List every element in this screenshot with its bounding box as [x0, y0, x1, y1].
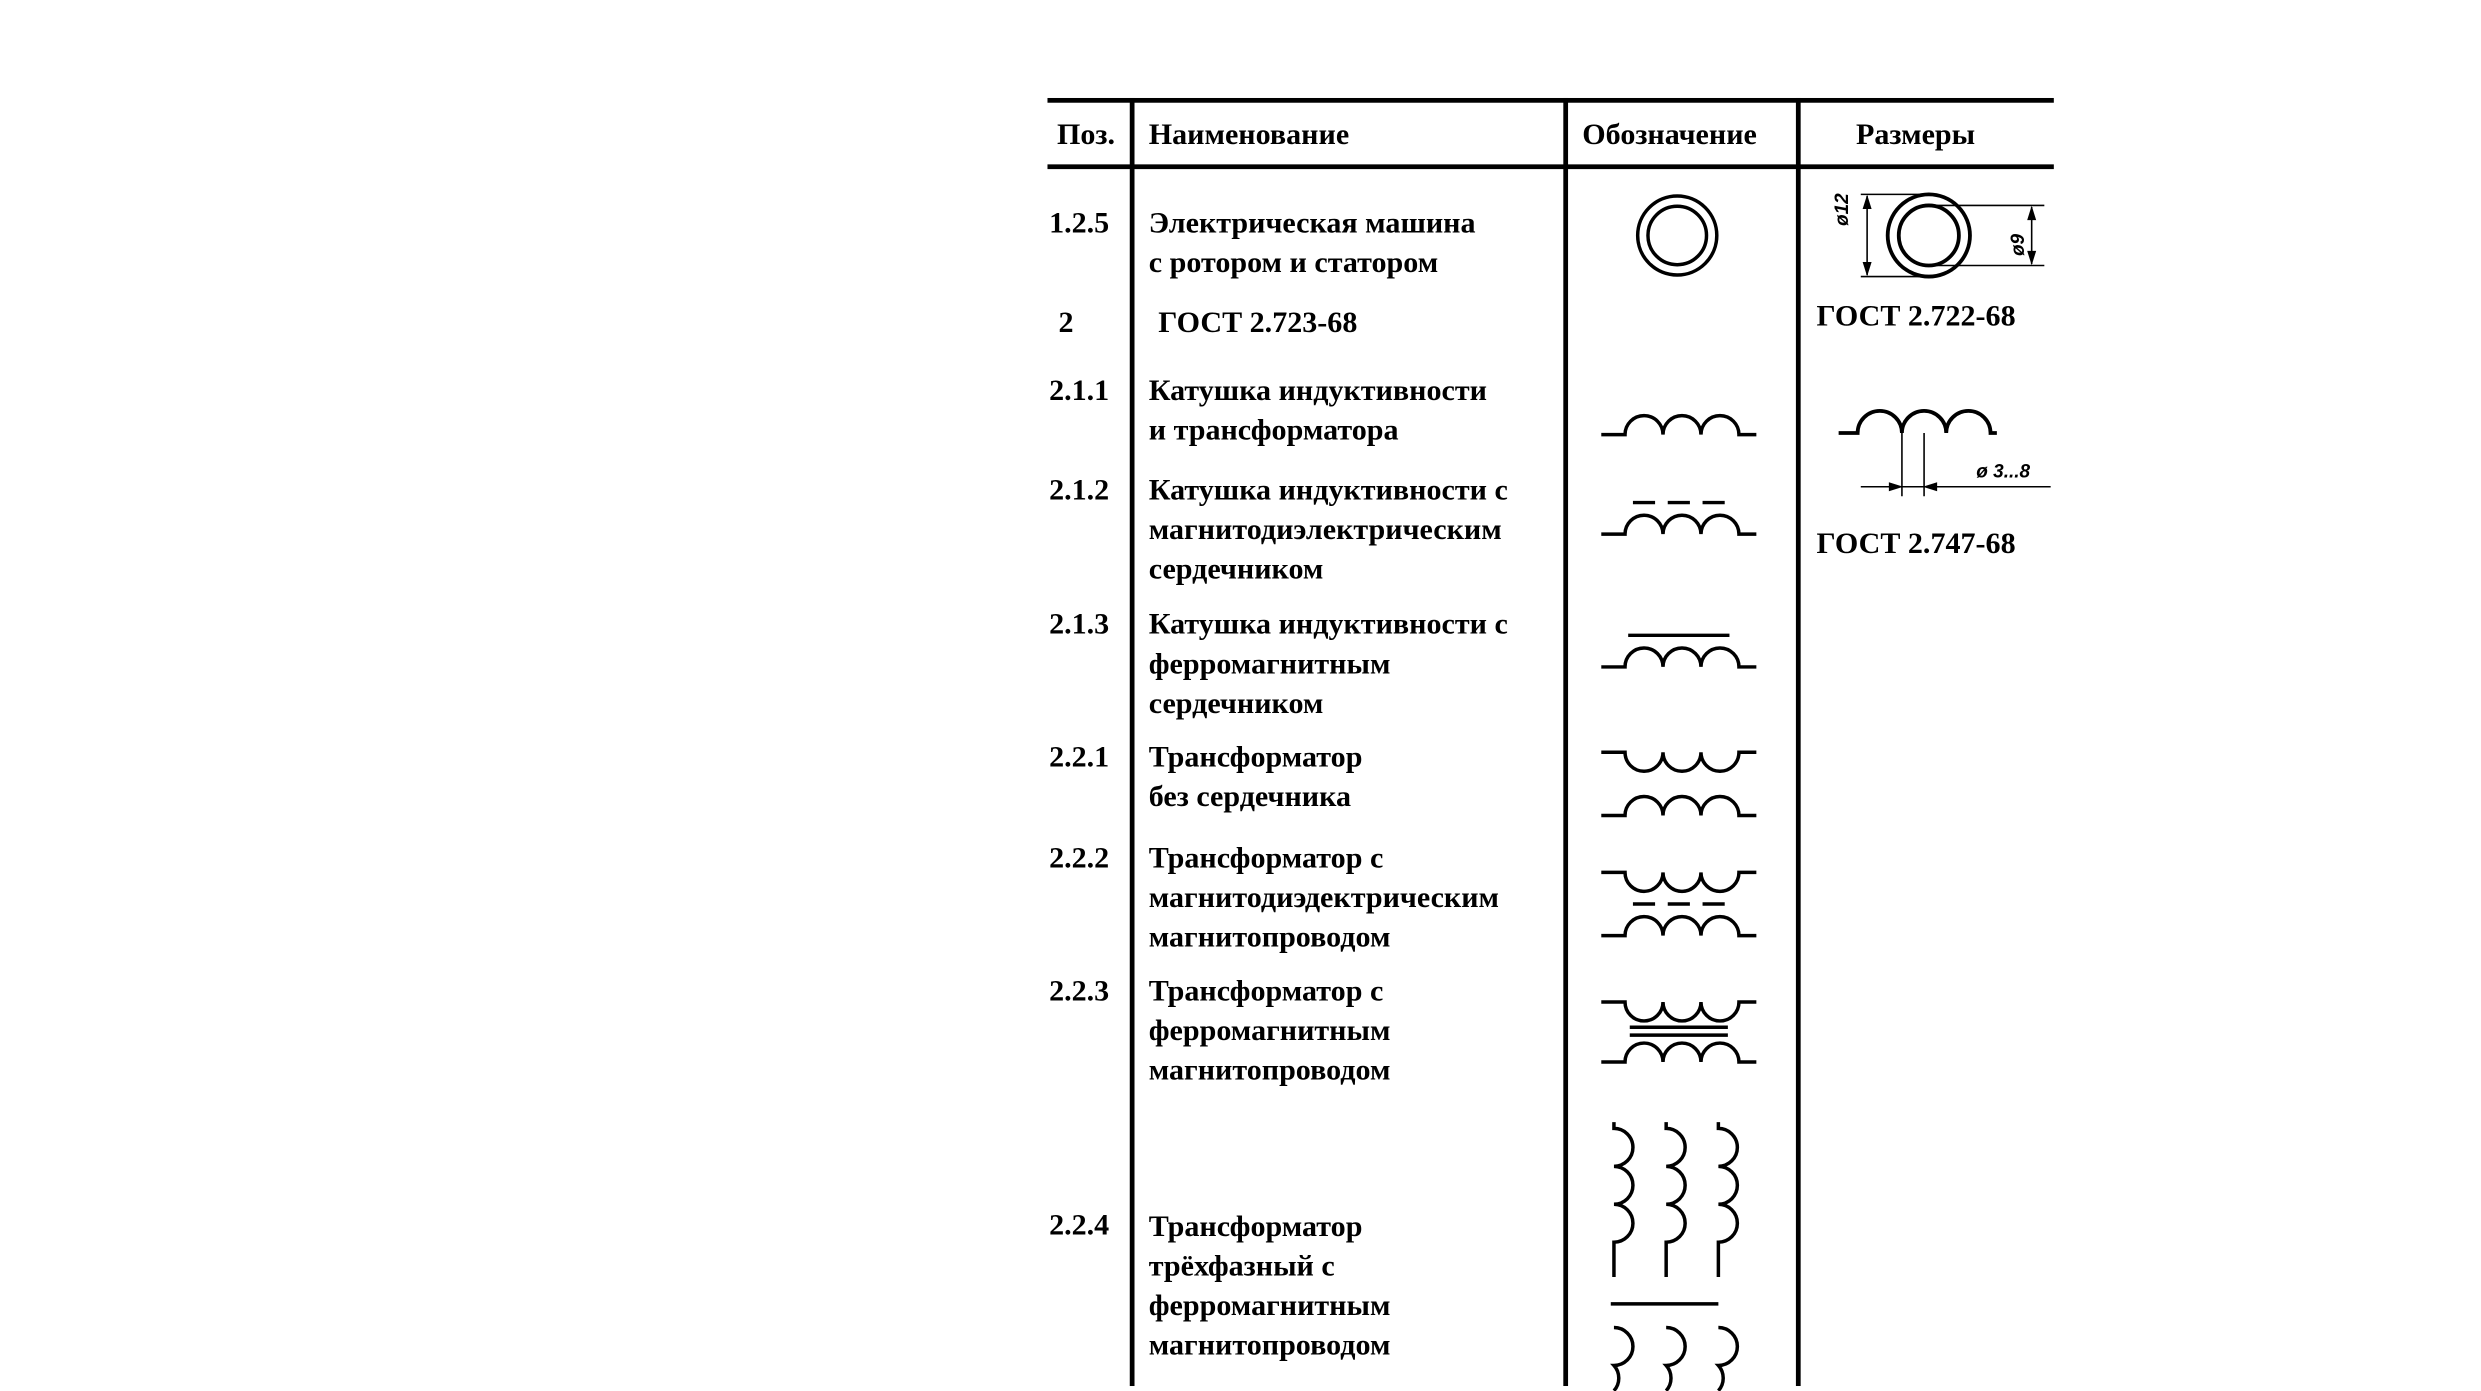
row-pos: 1.2.5 [1049, 207, 1110, 241]
outer-diameter-label: ø12 [1830, 193, 1853, 226]
inductor-solid-core-icon [1598, 629, 1759, 676]
inner-diameter-label: ø9 [2006, 233, 2029, 257]
row-name-line: Катушка индуктивности [1148, 374, 1487, 408]
row-pos: 2.2.2 [1049, 842, 1110, 876]
row-name-line: Трансформатор [1148, 1210, 1363, 1244]
coil-dimension-drawing-icon [1835, 405, 2057, 503]
header-bottom-rule [1047, 164, 2053, 169]
header-designation: Обозначение [1582, 118, 1757, 152]
inductor-coil-icon [1598, 403, 1759, 443]
row-name-line: трёхфазный с [1148, 1250, 1335, 1284]
rotating-machine-double-circle-icon [1630, 193, 1725, 280]
column-divider-name [1563, 98, 1568, 1386]
row-name-line: Катушка индуктивности с [1148, 608, 1508, 642]
row-name-line: Катушка индуктивности с [1148, 474, 1508, 508]
row-name-line: Трансформатор с [1148, 842, 1384, 876]
coil-diameter-label: ø 3...8 [1976, 459, 2031, 483]
column-divider-designation [1796, 98, 1801, 1386]
row-name-line: сердечником [1148, 687, 1324, 721]
machine-standard-label: ГОСТ 2.722-68 [1816, 300, 2016, 334]
row-name-line: магнитопроводом [1148, 921, 1391, 955]
inductor-dashed-core-icon [1598, 493, 1759, 544]
row-pos: 2.1.2 [1049, 474, 1110, 508]
row-name-line: магнитодиэлектрическим [1148, 513, 1502, 547]
header-dimensions: Размеры [1856, 118, 1976, 152]
three-phase-transformer-icon [1598, 1119, 1756, 1391]
row-name-line: с ротором и статором [1148, 246, 1439, 280]
row-name-line: Электрическая машина [1148, 207, 1476, 241]
row-name-line: магнитодиэдектрическим [1148, 881, 1500, 916]
row-pos: 2 [1058, 306, 1074, 340]
row-name-line: ферромагнитным [1148, 1289, 1391, 1323]
row-name-line: магнитопроводом [1148, 1329, 1391, 1363]
row-name-line: ферромагнитным [1148, 1014, 1391, 1048]
row-name-line: Трансформатор [1148, 741, 1363, 775]
header-pos: Поз. [1056, 118, 1116, 152]
row-name-line: и трансформатора [1148, 414, 1399, 448]
row-pos: 2.1.3 [1049, 608, 1110, 642]
header-name: Наименование [1148, 118, 1350, 152]
row-name-line: сердечником [1148, 553, 1324, 587]
transformer-air-core-icon [1598, 743, 1759, 825]
table-top-rule [1047, 98, 2053, 103]
coil-standard-label: ГОСТ 2.747-68 [1816, 527, 2016, 562]
row-name-line: ГОСТ 2.723-68 [1158, 306, 1358, 340]
row-pos: 2.2.3 [1049, 975, 1110, 1009]
row-name-line: без сердечника [1148, 780, 1352, 814]
row-pos: 2.2.1 [1049, 741, 1110, 775]
row-name-line: Трансформатор с [1148, 975, 1384, 1009]
column-divider-pos [1130, 98, 1135, 1386]
transformer-dashed-core-icon [1598, 863, 1759, 945]
row-name-line: магнитопроводом [1148, 1054, 1391, 1088]
row-pos: 2.1.1 [1049, 374, 1110, 408]
transformer-solid-core-icon [1598, 992, 1759, 1074]
row-pos: 2.2.4 [1049, 1209, 1110, 1243]
row-name-line: ферромагнитным [1148, 647, 1391, 682]
